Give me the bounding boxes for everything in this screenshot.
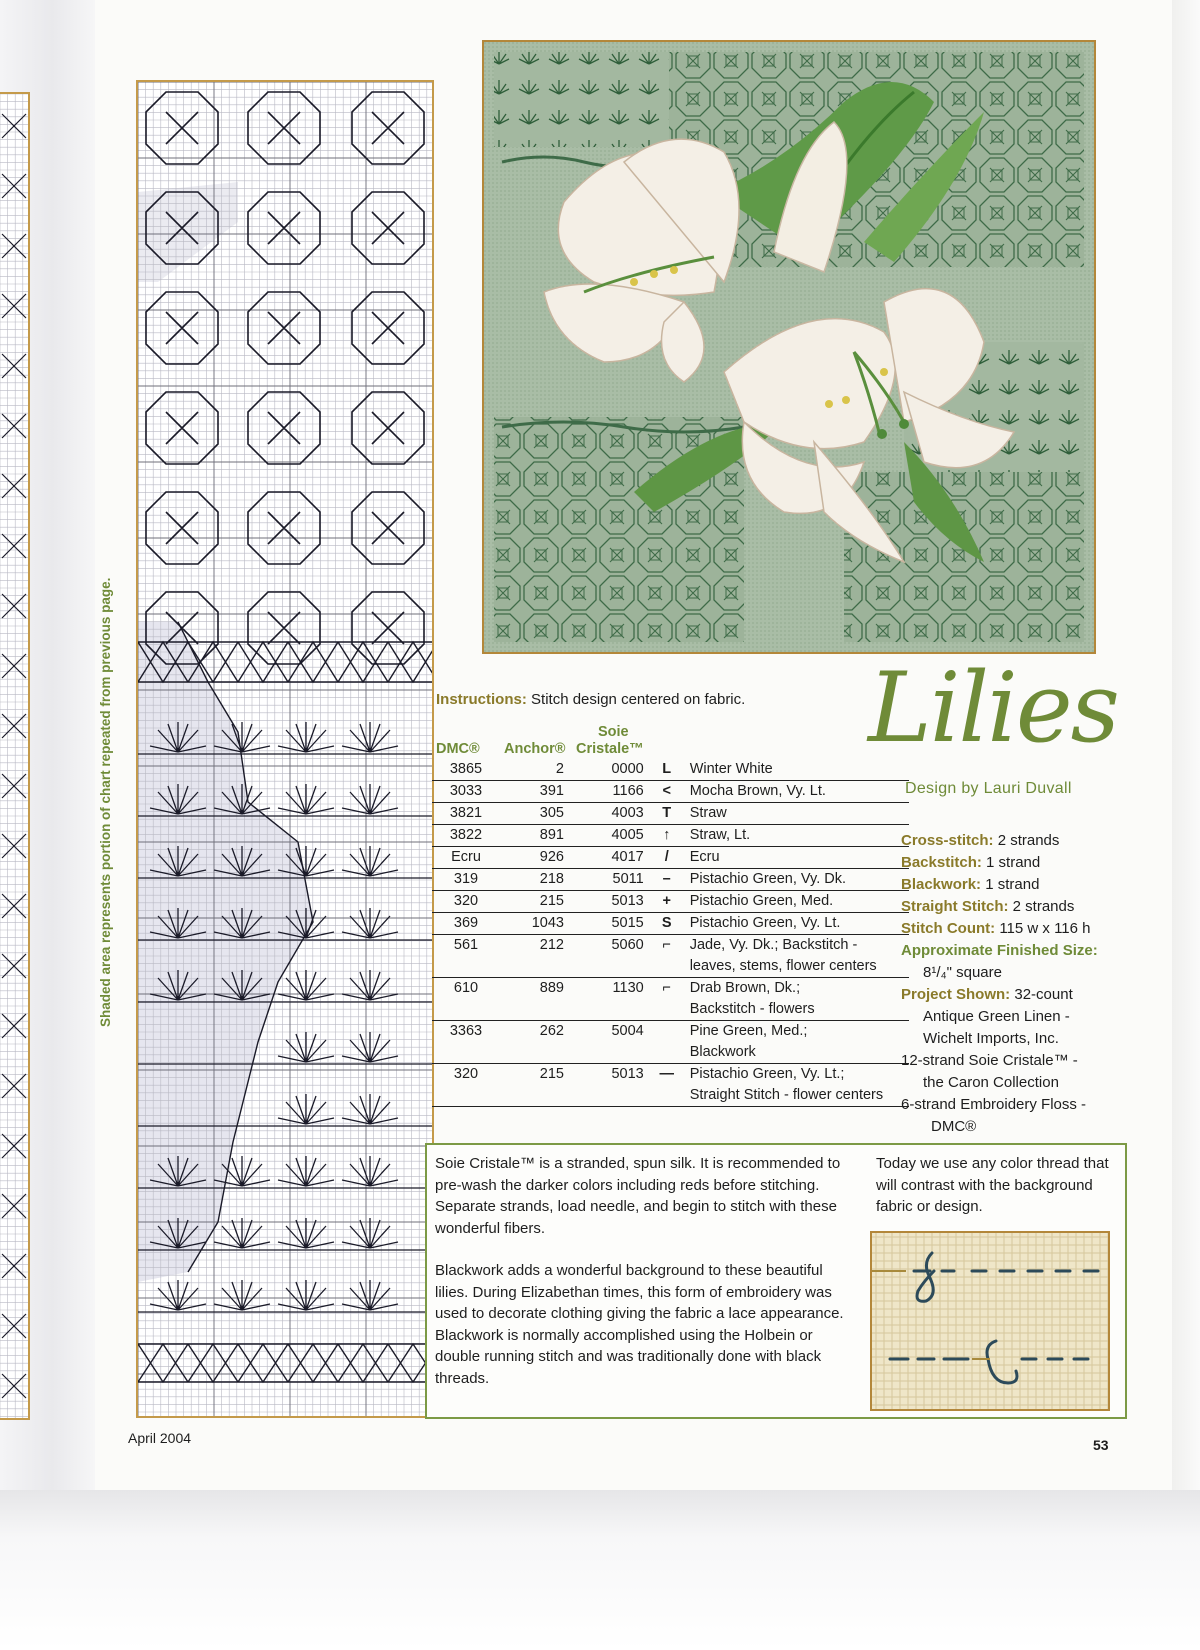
key-row xyxy=(432,935,909,978)
soie-cristale-paragraph: Soie Cristale™ is a stranded, spun silk. It is recommended to pre-wash the darker colors including reds before stitching. Separate strands, load needle, and begin to stitch with these wonderful fibers. xyxy=(435,1155,841,1237)
key-row xyxy=(432,759,909,781)
dmc-code: 369 xyxy=(432,913,500,935)
previous-page-chart-strip xyxy=(0,92,30,1420)
color-name-line1: Pistachio Green, Vy. Lt. xyxy=(689,915,841,931)
dmc-code: 3363 xyxy=(432,1021,500,1064)
anchor-code: 215 xyxy=(500,1064,572,1107)
key-row xyxy=(432,978,909,1021)
color-name-line2: leaves, stems, flower centers xyxy=(689,958,877,974)
dmc-code: 320 xyxy=(432,891,500,913)
anchor-code: 891 xyxy=(500,825,572,847)
color-name xyxy=(686,1021,909,1064)
prev-grid-lines xyxy=(0,94,28,1418)
soie-code: 1166 xyxy=(572,781,648,803)
color-name-line2: Blackwork xyxy=(689,1044,756,1060)
key-row xyxy=(432,825,909,847)
spec-project: Project Shown: 32-count Antique Green Linen - Wichelt Imports, Inc. 12-strand Soie Cristale™ - the Caron Collection 6-strand Embroidery Floss - DMC® xyxy=(901,986,1087,1135)
color-name-line1: Jade, Vy. Dk.; Backstitch - xyxy=(689,937,858,953)
design-title: Lilies xyxy=(868,652,1118,764)
soie-code: 4017 xyxy=(572,847,648,869)
page-shadow xyxy=(0,1490,1200,1650)
color-name xyxy=(686,781,909,803)
soie-code: 1130 xyxy=(572,978,648,1021)
key-row xyxy=(432,847,909,869)
color-name xyxy=(686,869,909,891)
spec-cross: Cross-stitch: 2 strands xyxy=(901,832,1060,849)
color-name-line1: Mocha Brown, Vy. Lt. xyxy=(689,783,826,799)
dmc-code: 3033 xyxy=(432,781,500,803)
anchor-code: 926 xyxy=(500,847,572,869)
color-name xyxy=(686,935,909,978)
soie-header xyxy=(572,724,648,759)
soie-code: 5015 xyxy=(572,913,648,935)
chart-symbol: S xyxy=(648,913,686,935)
anchor-code: 305 xyxy=(500,803,572,825)
page-number: 53 xyxy=(1093,1437,1109,1453)
previous-chart-grid xyxy=(0,94,28,1418)
dmc-code: 3821 xyxy=(432,803,500,825)
stitch-diagram-illustration xyxy=(872,1233,1108,1409)
color-name-line2: Straight Stitch - flower centers xyxy=(689,1087,884,1103)
chart-symbol: / xyxy=(648,847,686,869)
anchor-code: 889 xyxy=(500,978,572,1021)
soie-code: 5004 xyxy=(572,1021,648,1064)
info-box xyxy=(425,1143,1127,1419)
instructions xyxy=(436,691,745,708)
color-name xyxy=(686,803,909,825)
color-name-line1: Pine Green, Med.; xyxy=(689,1023,808,1039)
chart-symbol: ⌐ xyxy=(648,935,686,978)
dmc-code: Ecru xyxy=(432,847,500,869)
anchor-code: 262 xyxy=(500,1021,572,1064)
key-row xyxy=(432,913,909,935)
chart-symbol: ↑ xyxy=(648,825,686,847)
anchor-code: 212 xyxy=(500,935,572,978)
spec-straight: Straight Stitch: 2 strands xyxy=(901,898,1075,915)
key-row xyxy=(432,891,909,913)
spec-count: Stitch Count: 115 w x 116 h xyxy=(901,920,1091,937)
soie-code: 5013 xyxy=(572,1064,648,1107)
anchor-code: 391 xyxy=(500,781,572,803)
key-row xyxy=(432,803,909,825)
color-name-line1: Straw, Lt. xyxy=(689,827,751,843)
lilies-embroidery-image xyxy=(484,42,1094,652)
color-key-table xyxy=(432,724,909,1107)
color-name xyxy=(686,1064,909,1107)
dmc-code: 3822 xyxy=(432,825,500,847)
contrast-paragraph: Today we use any color thread that will contrast with the background fabric or design. xyxy=(876,1155,1109,1215)
key-rows xyxy=(432,759,909,1107)
holbein-stitch-diagram xyxy=(870,1231,1110,1411)
color-name-line1: Winter White xyxy=(689,761,773,777)
lattice-band-bottom xyxy=(138,1344,432,1382)
spec-size: Approximate Finished Size: 8¹/₄" square xyxy=(901,942,1098,981)
dmc-code: 319 xyxy=(432,869,500,891)
soie-code: 4003 xyxy=(572,803,648,825)
color-name-line1: Straw xyxy=(689,805,727,821)
page-edge xyxy=(1172,0,1200,1490)
color-name-line2: Backstitch - flowers xyxy=(689,1001,815,1017)
color-name-line1: Pistachio Green, Med. xyxy=(689,893,834,909)
soie-header-line1: Soie xyxy=(598,724,629,740)
soie-header-line2: Cristale™ xyxy=(576,741,644,757)
instructions-label: Instructions: xyxy=(436,691,527,708)
chart-symbol: T xyxy=(648,803,686,825)
anchor-header: Anchor® xyxy=(504,741,566,757)
color-name-line1: Drab Brown, Dk.; xyxy=(689,980,801,996)
side-note: Shaded area represents portion of chart repeated from previous page. xyxy=(98,577,113,1027)
chart-symbol: L xyxy=(648,759,686,781)
key-row xyxy=(432,1064,909,1107)
chart-symbol: ⌐ xyxy=(648,978,686,1021)
blackwork-motifs xyxy=(146,92,424,664)
anchor-code: 215 xyxy=(500,891,572,913)
color-name xyxy=(686,891,909,913)
key-row xyxy=(432,781,909,803)
issue-date: April 2004 xyxy=(128,1430,192,1446)
dmc-code: 610 xyxy=(432,978,500,1021)
color-name xyxy=(686,978,909,1021)
key-row xyxy=(432,1021,909,1064)
stitch-specs xyxy=(901,830,1171,1138)
color-name xyxy=(686,913,909,935)
cross-stitch-chart xyxy=(136,80,434,1418)
spec-blackwork: Blackwork: 1 strand xyxy=(901,876,1040,893)
color-name xyxy=(686,847,909,869)
anchor-code: 2 xyxy=(500,759,572,781)
soie-code: 0000 xyxy=(572,759,648,781)
color-name-line1: Ecru xyxy=(689,849,720,865)
dmc-code: 3865 xyxy=(432,759,500,781)
dmc-code: 561 xyxy=(432,935,500,978)
soie-code: 5013 xyxy=(572,891,648,913)
chart-symbol: — xyxy=(648,1064,686,1107)
color-name-line1: Pistachio Green, Vy. Lt.; xyxy=(689,1066,845,1082)
color-name-line1: Pistachio Green, Vy. Dk. xyxy=(689,871,847,887)
instructions-text: Stitch design centered on fabric. xyxy=(531,691,746,708)
designer-credit: Design by Lauri Duvall xyxy=(905,780,1072,797)
blackwork-paragraph: Blackwork adds a wonderful background to these beautiful lilies. During Elizabethan times, this form of embroidery was used to decorate clothing giving the fabric a lace appearance. Blackwork is normally accomplished using the Holbein or double running stitch and was traditionally done with black threads. xyxy=(435,1262,844,1387)
spec-back: Backstitch: 1 strand xyxy=(901,854,1041,871)
chart-symbol: < xyxy=(648,781,686,803)
key-header-row xyxy=(432,724,909,759)
chart-symbol xyxy=(648,1021,686,1064)
chart-symbol: – xyxy=(648,869,686,891)
soie-code: 5011 xyxy=(572,869,648,891)
chart-grid xyxy=(138,82,432,1416)
chart-symbol: + xyxy=(648,891,686,913)
dmc-code: 320 xyxy=(432,1064,500,1107)
soie-code: 5060 xyxy=(572,935,648,978)
dmc-header: DMC® xyxy=(436,741,480,757)
finished-design-photo xyxy=(482,40,1096,654)
anchor-code: 218 xyxy=(500,869,572,891)
color-name xyxy=(686,825,909,847)
key-row xyxy=(432,869,909,891)
anchor-code: 1043 xyxy=(500,913,572,935)
soie-code: 4005 xyxy=(572,825,648,847)
